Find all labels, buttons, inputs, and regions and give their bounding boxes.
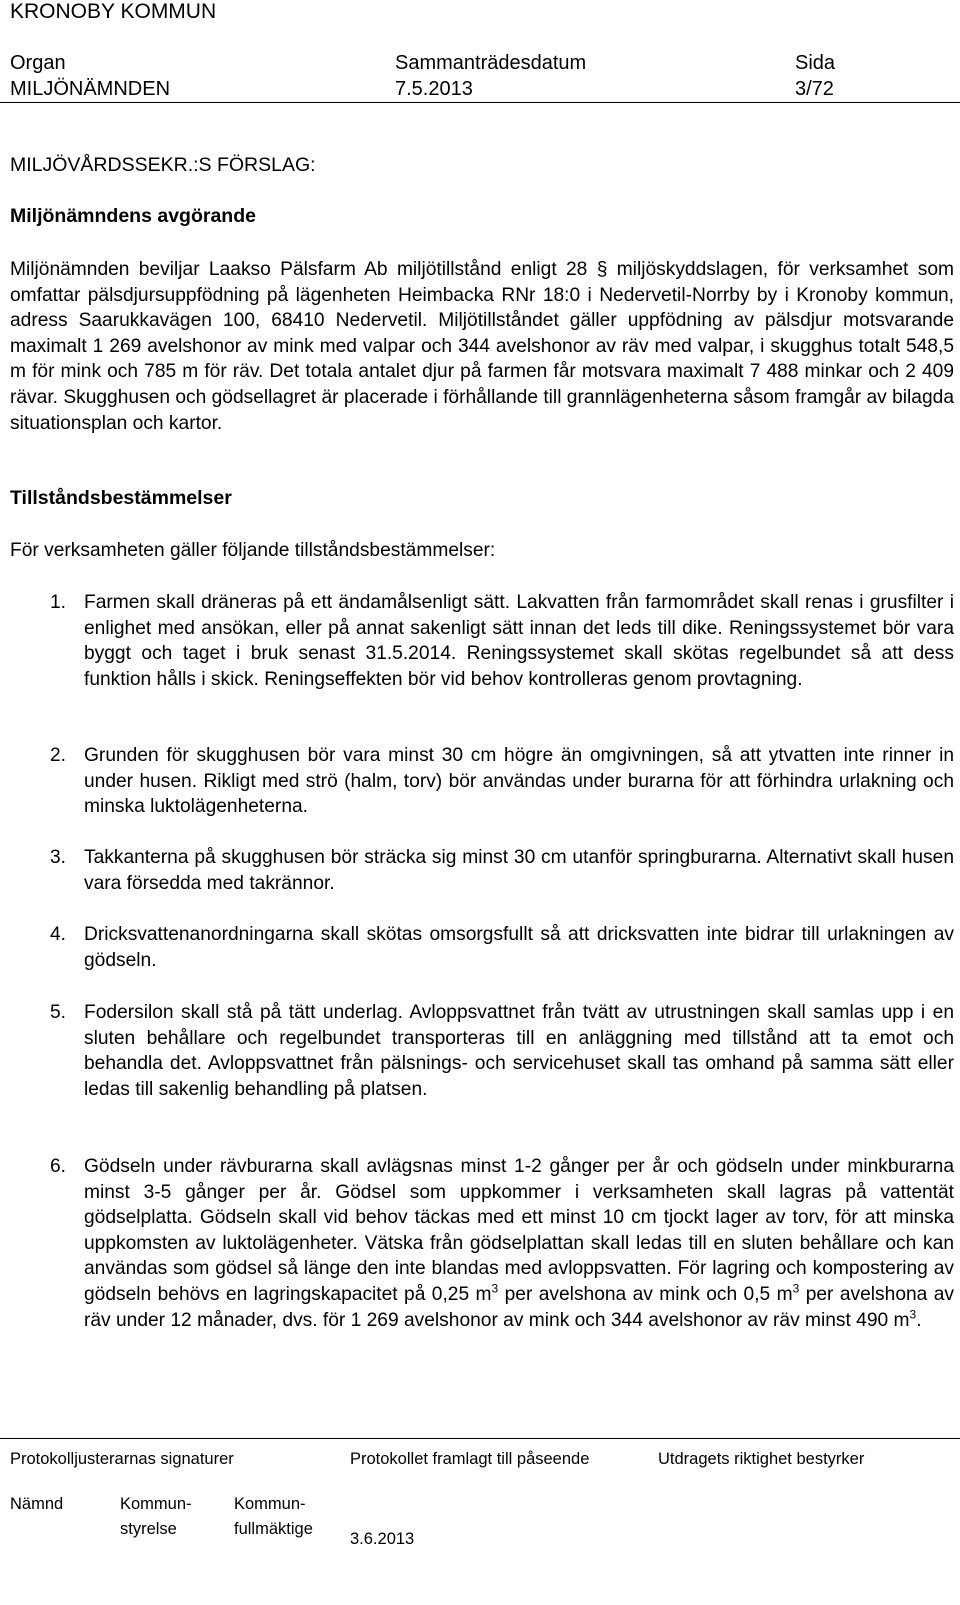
- condition-item-2: [10, 743, 954, 820]
- condition-number: 2.: [50, 745, 67, 766]
- condition-item-3: [10, 845, 954, 896]
- section-symbol: §: [596, 259, 608, 280]
- decision-text-part1: Miljönämnden beviljar Laakso Pälsfarm Ab miljötillstånd enligt 28: [10, 259, 597, 280]
- condition-number: 3.: [50, 847, 67, 868]
- page-number: 3/72: [795, 78, 834, 100]
- condition-text: Takkanterna på skugghusen bör sträcka sig minst 30 cm utanför springburarna. Alternativt skall husen vara försedda med takrännor.: [84, 847, 954, 894]
- page-label: Sida: [795, 52, 836, 74]
- organ-label: Organ: [10, 52, 66, 74]
- footer-divider: [0, 1438, 960, 1439]
- exec-board-label-line1: Kommun-: [120, 1495, 192, 1513]
- certified-label: Utdragets riktighet bestyrker: [658, 1450, 865, 1468]
- condition-item-5: [10, 1000, 954, 1102]
- decision-paragraph: [10, 257, 954, 436]
- exec-board-label-line2: styrelse: [120, 1520, 177, 1538]
- condition-text-part: .: [916, 1309, 922, 1331]
- posted-date: 3.6.2013: [350, 1530, 415, 1548]
- condition-number: 5.: [50, 1002, 67, 1023]
- municipality-name: KRONOBY KOMMUN: [10, 0, 217, 23]
- condition-text-part: per avelshona av mink och 0,5 m: [498, 1283, 793, 1305]
- council-label-line2: fullmäktige: [234, 1520, 313, 1538]
- condition-text: Farmen skall dräneras på ett ändamålsenligt sätt. Lakvatten från farmområdet skall renas i grusfilter i enlighet med ansökan, eller på annat sakenligt sätt innan det leds till dike. Reningssystemet bör vara byggt och taget i bruk senast 31.5.2014. Reningssystemet skall skötas regelbundet så att dess funktion hålls i skick. Reningseffekten bör vid behov kontrolleras genom provtagning.: [84, 592, 954, 690]
- condition-number: 6.: [50, 1156, 67, 1177]
- condition-text: Dricksvattenanordningarna skall skötas omsorgsfullt så att dricksvatten inte bidrar till urlakningen av gödseln.: [84, 924, 954, 971]
- condition-text-part: per avelshona av räv under 12 månader, dvs. för 1 269 avelshonor av mink och 344 avelshonor av räv minst 490 m: [84, 1283, 954, 1331]
- condition-item-1: [10, 590, 954, 692]
- condition-number: 1.: [50, 592, 67, 613]
- decision-text-part2: miljöskyddslagen, för verksamhet som omfattar pälsdjursuppfödning på lägenheten Heimbacka RNr 18:0 i Nedervetil-Norrby by i Kronoby kommun, adress Saarukkavägen 100, 68410 Nedervetil. Miljötillståndet gäller uppfödning av pälsdjur motsvarande maximalt 1 269 avelshonor av mink med valpar och 344 avelshonor av räv med valpar, i skugghus totalt 548,5 m för mink och 785 m för räv. Det totala antalet djur på farmen får motsvara maximalt 7 488 minkar och 2 409 rävar. Skugghusen och gödsellagret är placerade i förhållande till grannlägenheterna såsom framgår av bilagda situationsplan och kartor.: [10, 259, 954, 434]
- signatures-label: Protokolljusterarnas signaturer: [10, 1450, 234, 1468]
- superscript: 3: [909, 1307, 917, 1322]
- board-label: Nämnd: [10, 1495, 64, 1513]
- condition-text-part: Gödseln under rävburarna skall avlägsnas minst 1-2 gånger per år och gödseln under minkburarna minst 3-5 gånger per år. Gödsel som uppkommer i verksamheten skall lagras på vattentät gödselplatta. Gödseln skall vid behov täckas med ett minst 10 cm tjockt lager av torv, för att minska uppkomsten av luktolägenheter. Vätska från gödselplattan skall ledas till en sluten behållare och kan användas som gödsel så länge den inte blandas med avloppsvatten. För lagring och kompostering av gödseln behövs en lagringskapacitet på 0,25 m: [84, 1156, 954, 1305]
- posted-label: Protokollet framlagt till påseende: [350, 1450, 590, 1468]
- condition-text: Grunden för skugghusen bör vara minst 30 cm högre än omgivningen, så att ytvatten inte rinner in under husen. Rikligt med strö (halm, torv) bör användas under burarna för att förhindra urlakning och minska luktolägenheterna.: [84, 745, 954, 818]
- decision-title: Miljönämndens avgörande: [10, 205, 256, 227]
- condition-item-6: [10, 1154, 954, 1333]
- meeting-date-label: Sammanträdesdatum: [395, 52, 587, 74]
- superscript: 3: [491, 1281, 499, 1296]
- condition-text: [84, 1154, 954, 1333]
- meeting-date-value: 7.5.2013: [395, 78, 473, 100]
- council-label-line1: Kommun-: [234, 1495, 306, 1513]
- organ-value: MILJÖNÄMNDEN: [10, 78, 171, 100]
- condition-number: 4.: [50, 924, 67, 945]
- superscript: 3: [792, 1281, 800, 1296]
- condition-text: Fodersilon skall stå på tätt underlag. Avloppsvattnet från tvätt av utrustningen skall samlas upp i en sluten behållare och regelbundet transporteras till en anläggning med tillstånd att ta emot och behandla det. Avloppsvattnet från pälsnings- och servicehuset skall tas omhand på samma sätt eller ledas till sakenlig behandling på platsen.: [84, 1002, 954, 1100]
- header-divider: [0, 102, 960, 103]
- conditions-title: Tillståndsbestämmelser: [10, 487, 232, 509]
- proposal-heading: MILJÖVÅRDSSEKR.:S FÖRSLAG:: [10, 154, 316, 176]
- conditions-intro: För verksamheten gäller följande tillståndsbestämmelser:: [10, 540, 496, 561]
- condition-item-4: [10, 922, 954, 973]
